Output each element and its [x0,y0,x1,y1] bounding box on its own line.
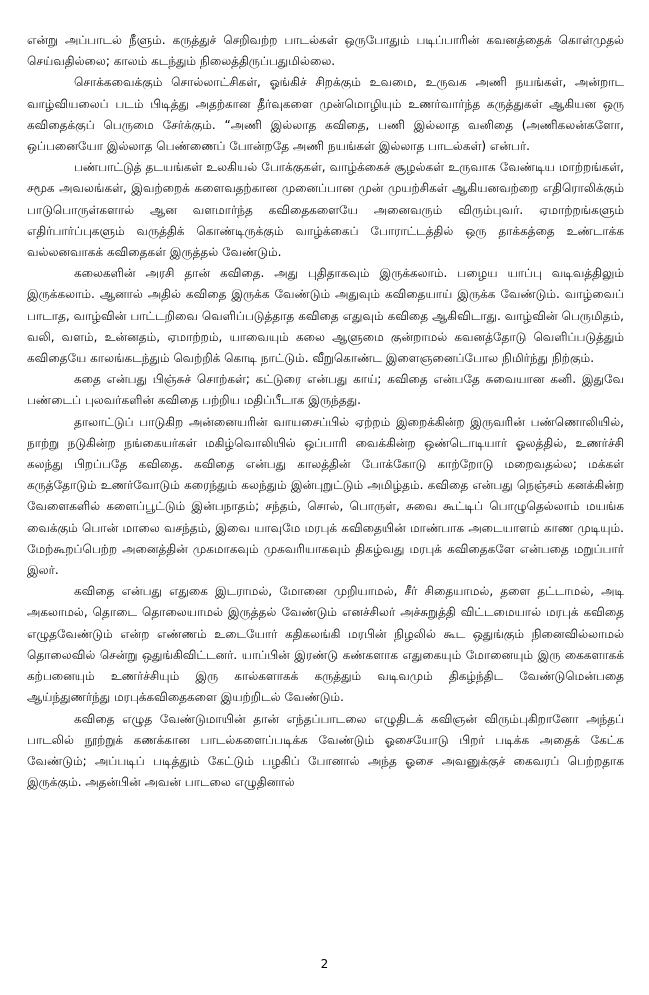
paragraph: என்று அப்பாடல் நீளும். கருத்துச் செறிவற்ற பாடல்கள் ஒருபோதும் படிப்பாரின் கவனத்தைக் கொள்முதல் செய்வதில்லை; காலம் கடந்தும் நிலைத்திருப்பதுமில்லை. [27,33,624,69]
paragraph: கவிதை எழுத வேண்டுமாயின் தான் எந்தப்பாடலை எழுதிடக் கவிஞன் விரும்புகிறானோ அந்தப் பாடலில் நூற்றுக் கணக்கான பாடல்களைப்படிக்க வேண்டும் ஓசையோடு பிறர் படிக்க அதைக் கேட்க வேண்டும்; அப்படிப் படித்தும் கேட்டும் பழகிப் போனால் அந்த ஓசை அவனுக்குச் கைவரப் பெற்றதாக இருக்கும். அதன்பின் அவன் பாடலை எழுதினால் [27,711,624,790]
paragraph: பண்பாட்டுத் தடயங்கள் உலகியல் போக்குகள், வாழ்க்கைச் சூழல்கள் உருவாக வேண்டிய மாற்றங்கள், சமூக அவலங்கள், இவற்றைக் களைவதற்கான முனைப்பான முன் முயற்சிகள் ஆகியனவற்றை எதிரொலிக்கும் பாடுபொருள்களால் ஆன வளமார்ந்த கவிதைகளையே அனைவரும் விரும்புவர். ஏமாற்றங்களும் எதிர்பார்ப்புகளும் வருத்திக் கொண்டிருக்கும் வாழ்க்கைப் போராட்டத்தில் ஒரு தாக்கத்தை உண்டாக்க வல்லனவாகக் கவிதைகள் இருத்தல் வேண்டும். [27,160,624,260]
paragraph: கலைகளின் அரசி தான் கவிதை. அது புதிதாகவும் இருக்கலாம். பழைய யாப்பு வடிவத்திலும் இருக்கலாம். ஆனால் அதில் கவிதை இருக்க வேண்டும் அதுவும் கவிதையாய் இருக்க வேண்டும். வாழ்வைப் பாடாத, வாழ்வின் பாட்டறிவை வெளிப்படுத்தாத கவிதை எதுவும் கவிதை ஆகிவிடாது. வாழ்வின் பெருமிதம், வலி, வளம், உன்னதம், ஏமாற்றம், யாவையும் கலை ஆளுமை குன்றாமல் கவனத்தோடு வெளிப்படுத்தும் கவிதையே காலங்கடந்தும் வெற்றிக் கொடி நாட்டும். வீறுகொண்ட இளைஞனைப்போல நிமிர்ந்து நிற்கும். [27,266,624,366]
paragraph: கதை என்பது பிஞ்சுச் சொற்கள்; கட்டுரை என்பது காய்; கவிதை என்பதே சுவையான கனி. இதுவே பண்டைப் புலவர்களின் கவிதை பற்றிய மதிப்பீடாக இருந்தது. [27,372,624,408]
page-body [27,30,624,793]
paragraph: சொக்கவைக்கும் சொல்லாட்சிகள், ஓங்கிச் சிறக்கும் உவமை, உருவக அணி நயங்கள், அன்றாட வாழ்வியலைப் படம் பிடித்து அதற்கான தீர்வுகளை முன்மொழியும் உணர்வார்ந்த கருத்துகள் ஆகியன ஒரு கவிதைக்குப் பெருமை சேர்க்கும். “அணி இல்லாத கவிதை, பணி இல்லாத வனிதை (அணிகலன்களோ, ஒப்பனையோ இல்லாத பெண்ணைப் போன்றதே அணி நயங்கள் இல்லாத பாடல்கள்) என்பர். [27,75,624,154]
paragraph: கவிதை என்பது எதுகை இடராமல், மோனை முறியாமல், சீர் சிதையாமல், தளை தட்டாமல், அடி அகலாமல், தொடை தொலையாமல் இருத்தல் வேண்டும் எனச்சிலர் அச்சுறுத்தி விட்டமையால் மரபுக் கவிதை எழுதவேண்டும் என்ற எண்ணம் உடையோர் கதிகலங்கி மரபின் நிழலில் கூட ஒதுங்கும் நினைவில்லாமல் தொலைவில் சென்று ஒதுங்கிவிட்டனர். யாப்பின் இரண்டு கண்களாக எதுகையும் மோனையும் இரு கைகளாகக் கற்பனையும் உணர்ச்சியும் இரு கால்களாகக் கருத்தும் வடிவமும் திகழ்ந்திட வேண்டுமென்பதை ஆய்ந்துணர்ந்து மரபுக்கவிதைகளை இயற்றிடல் வேண்டும். [27,584,624,705]
paragraph: தாலாட்டுப் பாடுகிற அன்னையரின் வாயசைப்பில் ஏற்றம் இறைக்கின்ற இருவரின் பண்ணொலியில், நாற்று நடுகின்ற நங்கையர்கள் மகிழ்வொலியில் ஒப்பாரி வைக்கின்ற ஒண்டொடியார் ஓலத்தில், உணர்ச்சி கலந்து பிறப்பதே கவிதை. கவிதை என்பது காலத்தின் போக்கோடு காற்றோடு மறைவதல்ல; மக்கள் கருத்தோடும் உணர்வோடும் கரைந்தும் கலந்தும் இன்புறுட்டும் அமிழ்தம். கவிதை என்பது நெஞ்சம் கனக்கின்ற வேளைகளில் களைப்பூட்டும் இன்பநாதம்; சந்தம், சொல், பொருள், சுவை கூட்டிப் பொழுதெல்லாம் மயங்க வைக்கும் பொன் மாலை வசந்தம், இவை யாவுமே மரபுக் கவிதையின் மாண்பாக அடையாளம் காண முடியும். மேற்கூறப்பெற்ற அனைத்தின் முகமாகவும் முகவரியாகவும் திகழ்வது மரபுக் கவிதைகளே என்பதை மறுப்பார் இலர். [27,414,624,578]
page-number: 2 [320,957,329,971]
